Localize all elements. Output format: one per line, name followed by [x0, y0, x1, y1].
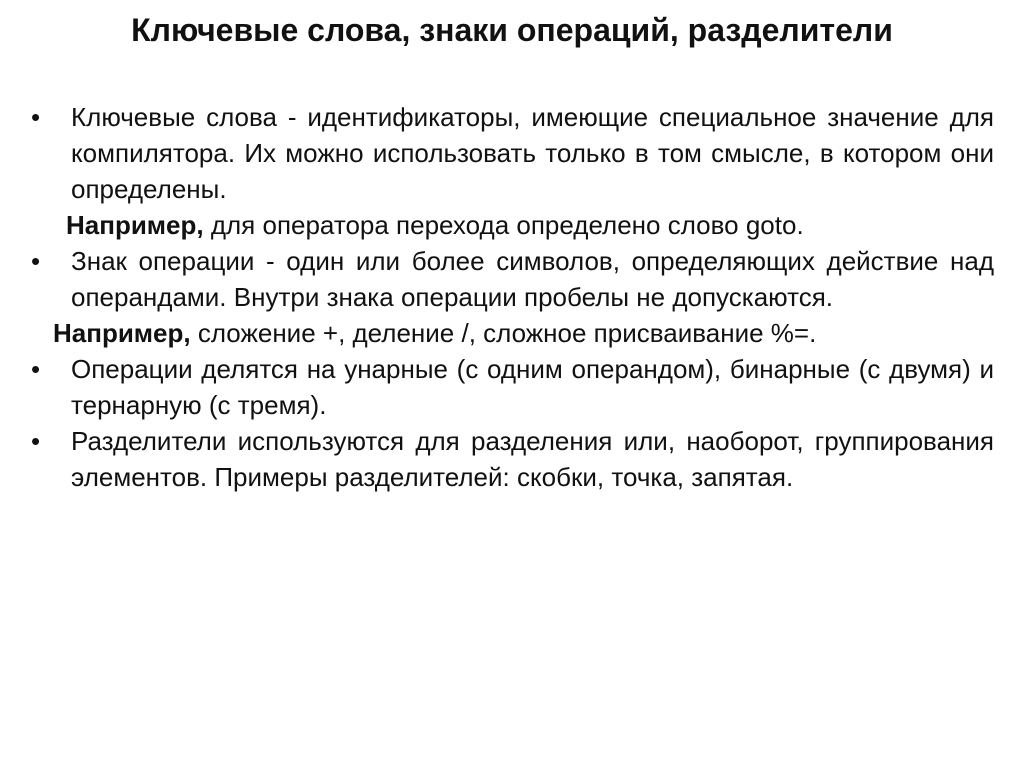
example-operators — [0, 315, 1024, 351]
bullet-marker: • — [31, 426, 41, 456]
example-label: Например, — [66, 210, 204, 240]
bullet-text: Разделители используются для разделения или, наоборот, группирования элементов. Примеры разделителей: скобки, точка, запятая. — [71, 426, 994, 492]
example-label: Например, — [53, 318, 191, 348]
bullet-item-operation-types — [0, 351, 1024, 423]
slide-title: Ключевые слова, знаки операций, разделители — [131, 12, 893, 48]
example-text: для оператора перехода определено слово goto. — [203, 210, 804, 240]
example-keywords — [0, 207, 1024, 243]
bullet-item-separators — [0, 423, 1024, 495]
bullet-marker: • — [31, 354, 41, 384]
bullet-text: Операции делятся на унарные (с одним операндом), бинарные (с двумя) и тернарную (с тремя). — [71, 354, 994, 420]
bullet-marker: • — [31, 102, 41, 132]
bullet-text: Ключевые слова - идентификаторы, имеющие специальное значение для компилятора. Их можно использовать только в том смысле, в котором они определены. — [71, 102, 994, 204]
bullet-item-keywords — [0, 99, 1024, 207]
example-text: сложение +, деление /, сложное присваивание %=. — [190, 318, 817, 348]
bullet-text: Знак операции - один или более символов, определяющих действие над операндами. Внутри знака операции пробелы не допускаются. — [71, 246, 994, 312]
slide-content — [0, 99, 1024, 495]
bullet-item-operators — [0, 243, 1024, 315]
bullet-marker: • — [31, 246, 41, 276]
